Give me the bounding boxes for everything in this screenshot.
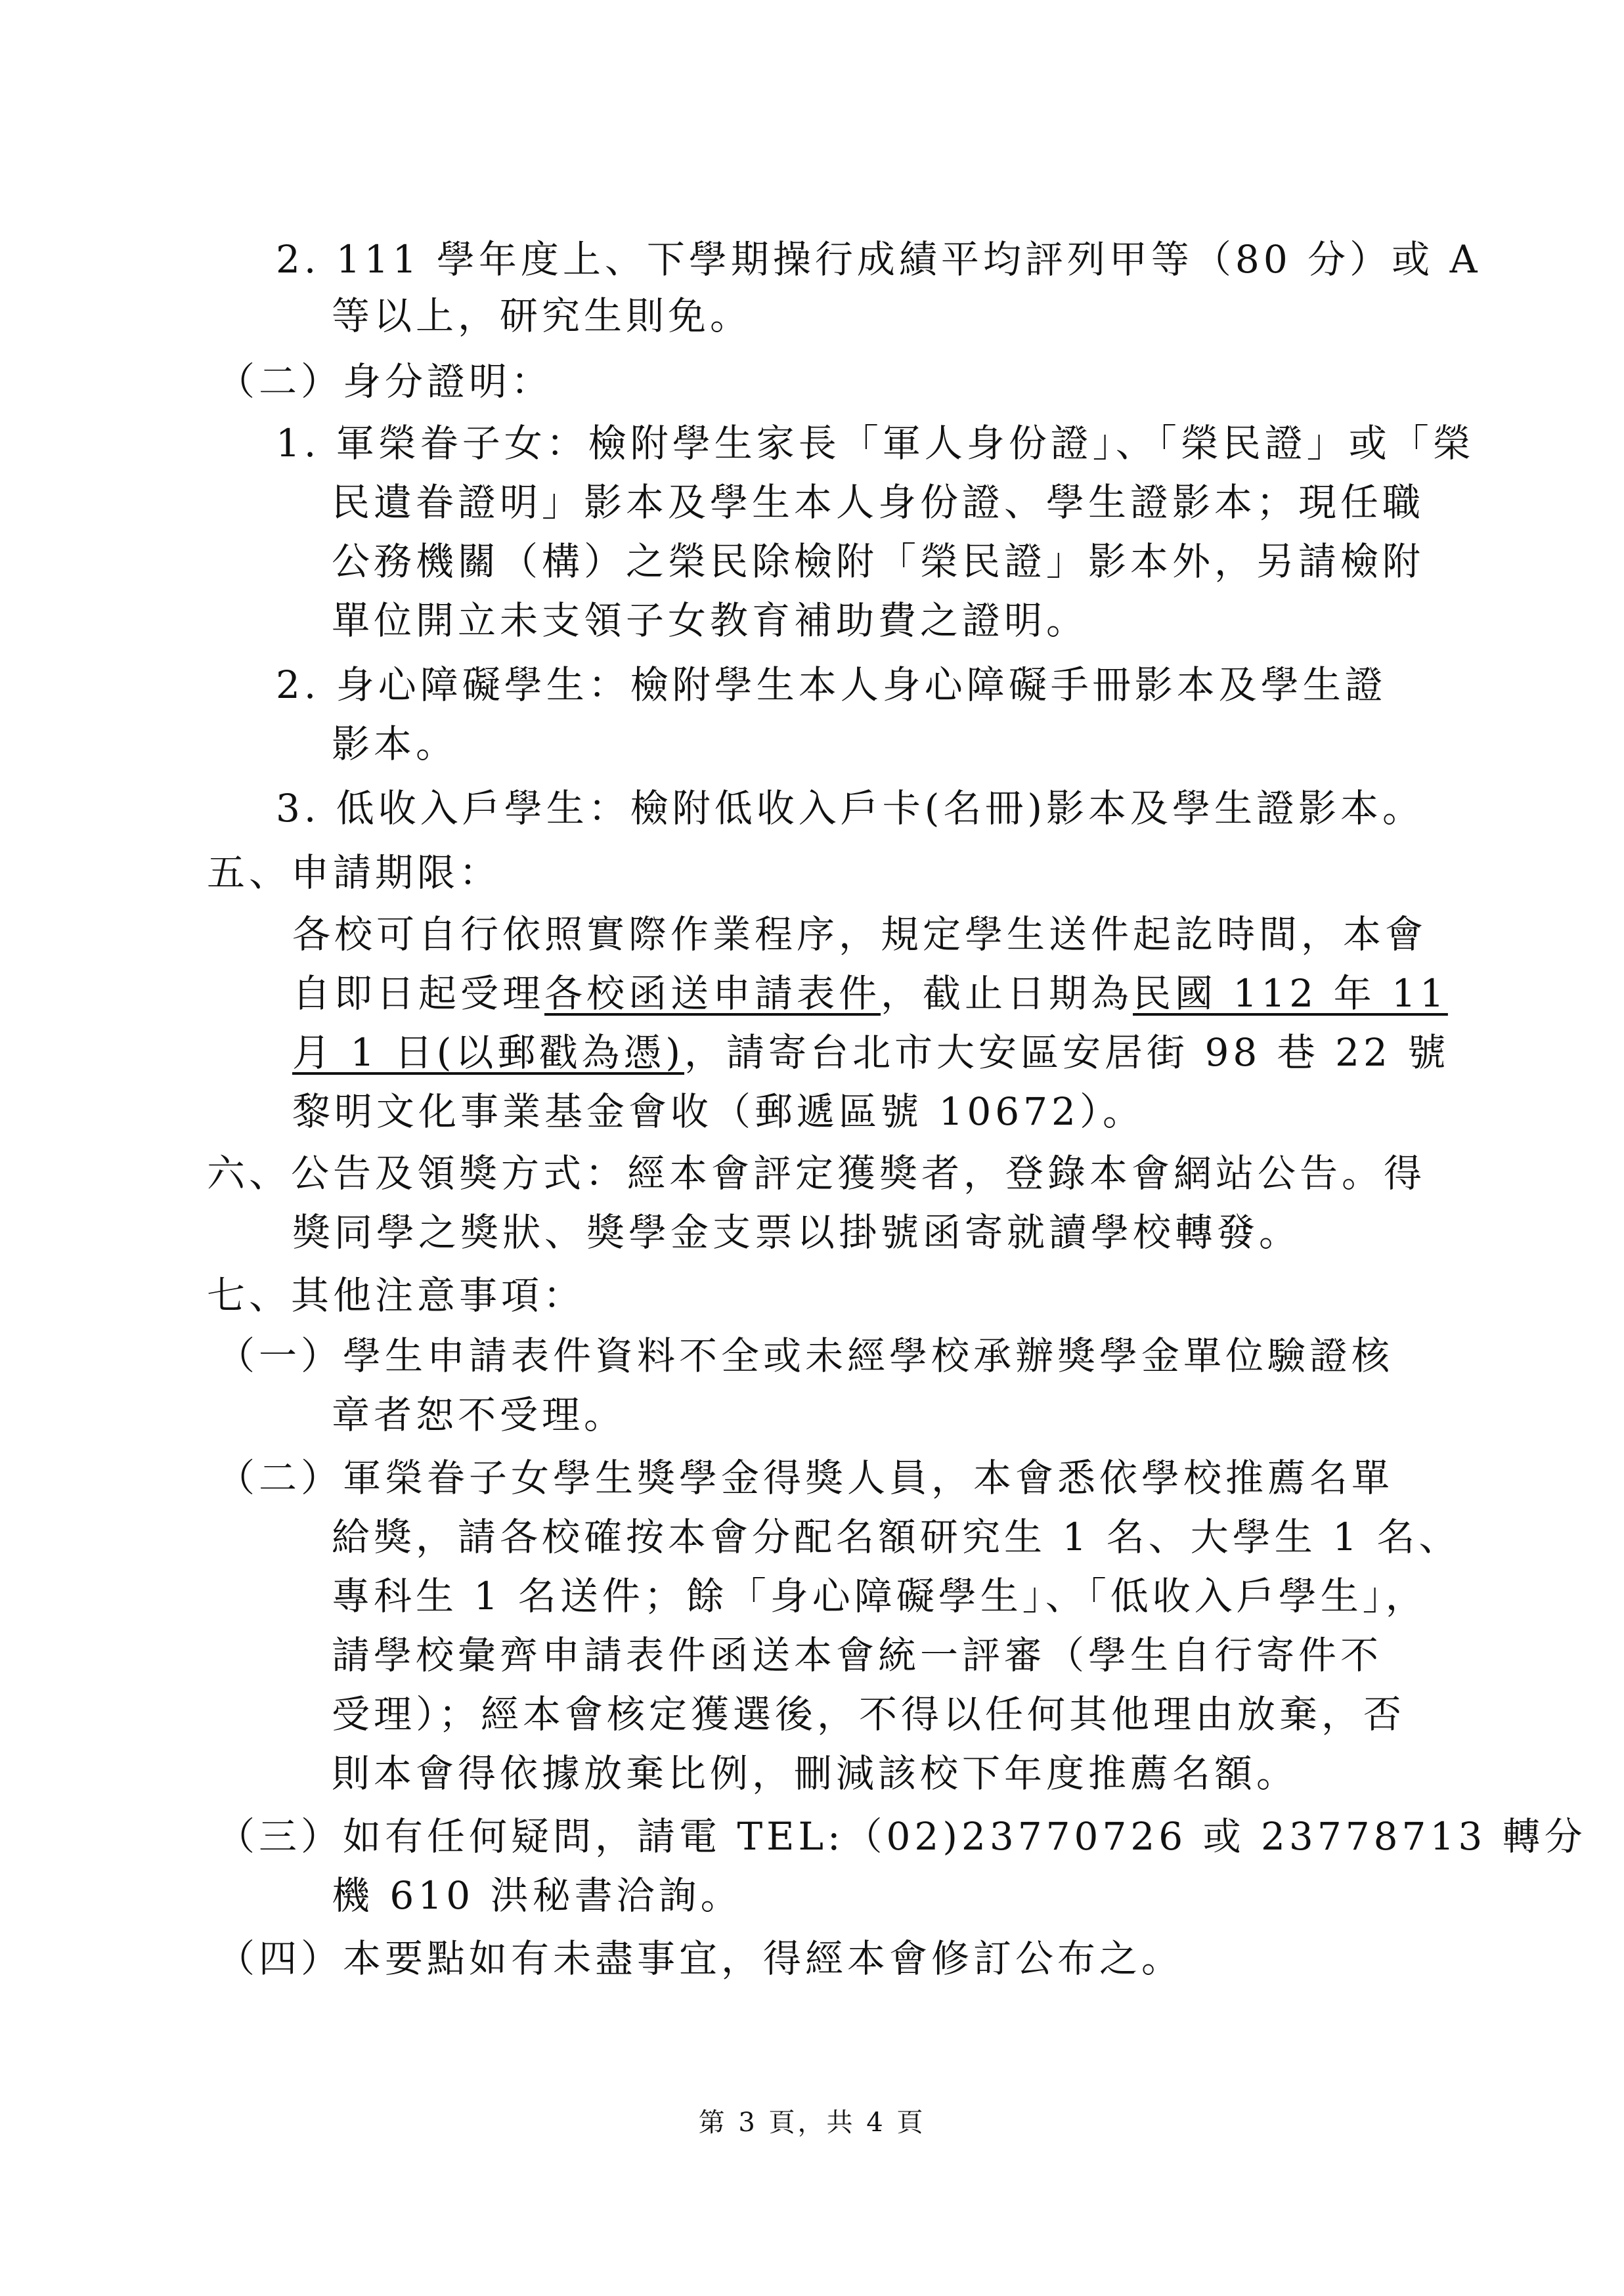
note-1: （一）學生申請表件資料不全或未經學校承辦獎學金單位驗證核 <box>217 1333 1394 1378</box>
note-2-cont-2: 專科生 1 名送件；餘「身心障礙學生」、「低收入戶學生」， <box>332 1574 1428 1618</box>
identity-item-1-cont-2: 公務機關（構）之榮民除檢附「榮民證」影本外，另請檢附 <box>332 539 1425 584</box>
deadline-paragraph-4: 黎明文化事業基金會收（郵遞區號 10672）。 <box>292 1089 1145 1134</box>
item-2-conduct-grade: 2. 111 學年度上、下學期操行成績平均評列甲等（80 分）或 A <box>276 237 1481 282</box>
identity-item-3: 3. 低收入戶學生：檢附低收入戶卡(名冊)影本及學生證影本。 <box>276 786 1425 831</box>
note-2-cont-3: 請學校彙齊申請表件函送本會統一評審（學生自行寄件不 <box>332 1633 1383 1678</box>
section-identity-proof-heading: （二）身分證明： <box>217 359 554 404</box>
deadline-text-a: 自即日起受理 <box>292 971 545 1016</box>
deadline-address: ，請寄台北市大安區安居街 98 巷 22 號 <box>684 1030 1450 1075</box>
section-six-heading: 六、公告及領獎方式：經本會評定獲獎者，登錄本會網站公告。得 <box>207 1151 1426 1196</box>
identity-item-1-cont-3: 單位開立未支領子女教育補助費之證明。 <box>332 598 1089 643</box>
identity-item-1: 1. 軍榮眷子女：檢附學生家長「軍人身份證」、「榮民證」或「榮 <box>276 421 1475 466</box>
item-2-conduct-grade-cont: 等以上，研究生則免。 <box>332 293 753 338</box>
note-2-cont-4: 受理）；經本會核定獲選後，不得以任何其他理由放棄，否 <box>332 1692 1406 1737</box>
note-2-cont-5: 則本會得依據放棄比例，刪減該校下年度推薦名額。 <box>332 1751 1299 1796</box>
note-3-cont: 機 610 洪秘書洽詢。 <box>332 1873 743 1918</box>
deadline-underlined-postmark: 月 1 日(以郵戳為憑) <box>292 1030 685 1075</box>
deadline-paragraph-2 <box>292 970 1448 1016</box>
section-six-cont: 獎同學之獎狀、獎學金支票以掛號函寄就讀學校轉發。 <box>292 1210 1302 1255</box>
note-2-cont-1: 給獎，請各校確按本會分配名額研究生 1 名、大學生 1 名、 <box>332 1515 1461 1559</box>
note-2: （二）軍榮眷子女學生獎學金得獎人員，本會悉依學校推薦名單 <box>217 1456 1394 1500</box>
page-number-footer: 第 3 頁，共 4 頁 <box>698 2108 926 2138</box>
section-seven-heading: 七、其他注意事項： <box>207 1273 586 1318</box>
deadline-paragraph-1: 各校可自行依照實際作業程序，規定學生送件起訖時間，本會 <box>292 912 1428 957</box>
note-4: （四）本要點如有未盡事宜，得經本會修訂公布之。 <box>217 1936 1184 1981</box>
identity-item-1-cont-1: 民遺眷證明」影本及學生本人身份證、學生證影本；現任職 <box>332 480 1425 525</box>
note-3: （三）如有任何疑問，請電 TEL:（02)23770726 或 23778713 轉分 <box>217 1814 1587 1859</box>
section-five-heading: 五、申請期限： <box>207 850 502 895</box>
deadline-paragraph-3 <box>292 1029 1449 1075</box>
deadline-underlined-date: 民國 112 年 11 <box>1133 971 1448 1016</box>
deadline-text-c: ，截止日期為 <box>881 971 1133 1016</box>
identity-item-2-cont: 影本。 <box>332 722 458 766</box>
note-1-cont: 章者恕不受理。 <box>332 1393 626 1437</box>
identity-item-2: 2. 身心障礙學生：檢附學生本人身心障礙手冊影本及學生證 <box>276 662 1387 707</box>
deadline-underlined-documents: 各校函送申請表件 <box>544 971 881 1016</box>
